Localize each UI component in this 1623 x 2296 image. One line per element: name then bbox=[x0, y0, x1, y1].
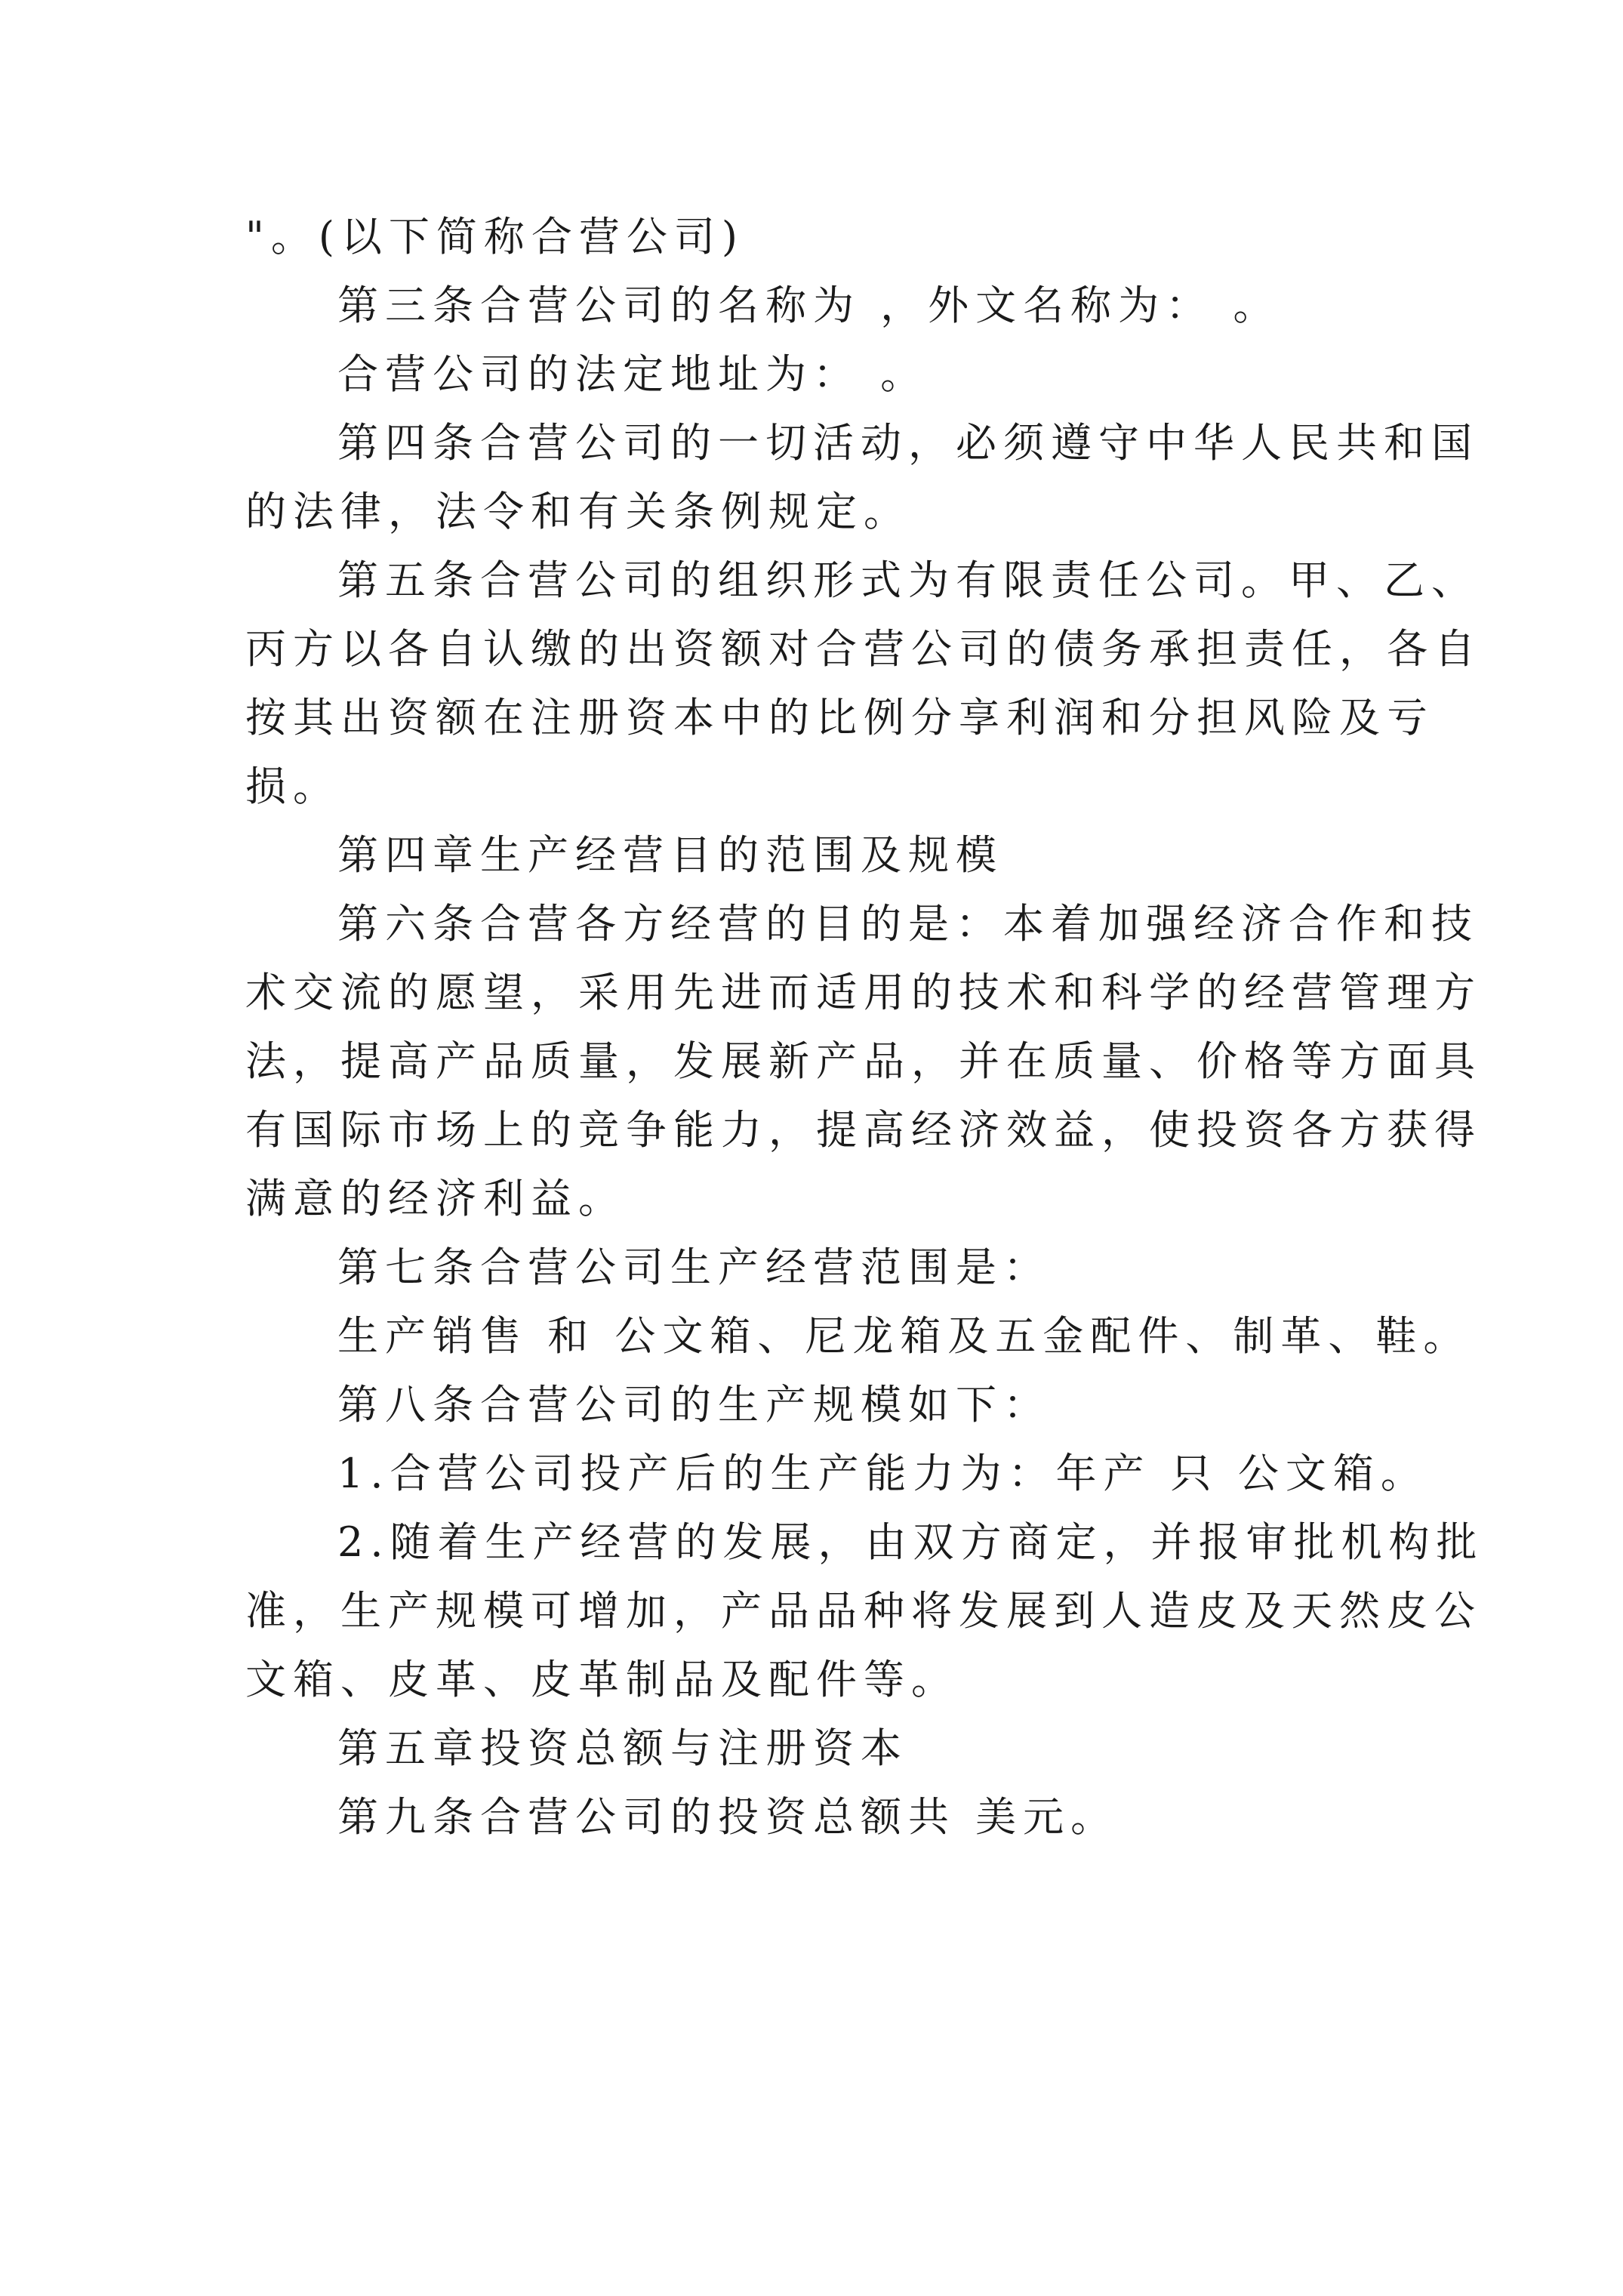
text-line: 第五章投资总额与注册资本 bbox=[337, 1724, 908, 1772]
text-line: 术交流的愿望，采用先进而适用的技术和科学的经营管理方 bbox=[245, 969, 1482, 1016]
text-line: 第四章生产经营目的范围及规模 bbox=[337, 831, 1003, 879]
paragraph-article-4 bbox=[245, 408, 1479, 546]
paragraph-business-scope bbox=[245, 1302, 1471, 1370]
text-line: 第四条合营公司的一切活动，必须遵守中华人民共和国 bbox=[337, 419, 1479, 467]
paragraph-article-5 bbox=[245, 546, 1482, 821]
text-line: 2.随着生产经营的发展，由双方商定，并报审批机构批 bbox=[337, 1518, 1484, 1566]
paragraph-article-8 bbox=[245, 1370, 1423, 1439]
text-line: "。(以下简称合营公司) bbox=[245, 213, 744, 260]
paragraph-company-short-name bbox=[245, 202, 1423, 271]
paragraph-article-3-name bbox=[245, 271, 1423, 340]
paragraph-article-6 bbox=[245, 889, 1482, 1233]
document-body bbox=[245, 202, 1484, 1851]
text-line: 第六条合营各方经营的目的是：本着加强经济合作和技 bbox=[337, 900, 1479, 948]
paragraph-capacity-item-1 bbox=[245, 1439, 1428, 1508]
text-line: 的法律，法令和有关条例规定。 bbox=[245, 488, 911, 535]
text-line: 第九条合营公司的投资总额共 美元。 bbox=[337, 1793, 1119, 1841]
text-line: 第三条合营公司的名称为 ，外文名称为： 。 bbox=[337, 282, 1281, 329]
text-line: 生产销售 和 公文箱、尼龙箱及五金配件、制革、鞋。 bbox=[337, 1312, 1471, 1360]
text-line: 满意的经济利益。 bbox=[245, 1175, 626, 1222]
chapter-4-heading bbox=[245, 821, 1423, 889]
text-line: 第八条合营公司的生产规模如下： bbox=[337, 1381, 1051, 1428]
text-line: 有国际市场上的竞争能力，提高经济效益，使投资各方获得 bbox=[245, 1106, 1482, 1154]
text-line: 损。 bbox=[245, 763, 340, 810]
chapter-5-heading bbox=[245, 1714, 1423, 1783]
text-line: 文箱、皮革、皮革制品及配件等。 bbox=[245, 1656, 959, 1703]
text-line: 合营公司的法定地址为： 。 bbox=[337, 350, 929, 398]
paragraph-article-9 bbox=[245, 1783, 1423, 1851]
paragraph-legal-address bbox=[245, 340, 1423, 408]
text-line: 第七条合营公司生产经营范围是： bbox=[337, 1244, 1051, 1291]
text-line: 按其出资额在注册资本中的比例分享利润和分担风险及亏 bbox=[245, 694, 1434, 741]
text-line: 第五条合营公司的组织形式为有限责任公司。甲、乙、 bbox=[337, 556, 1479, 604]
text-line: 丙方以各自认缴的出资额对合营公司的债务承担责任，各自 bbox=[245, 625, 1482, 673]
text-line: 准，生产规模可增加，产品品种将发展到人造皮及天然皮公 bbox=[245, 1587, 1482, 1635]
paragraph-capacity-item-2 bbox=[245, 1508, 1484, 1714]
text-line: 1.合营公司投产后的生产能力为：年产 只 公文箱。 bbox=[337, 1450, 1428, 1497]
text-line: 法，提高产品质量，发展新产品，并在质量、价格等方面具 bbox=[245, 1037, 1482, 1085]
paragraph-article-7 bbox=[245, 1233, 1423, 1302]
